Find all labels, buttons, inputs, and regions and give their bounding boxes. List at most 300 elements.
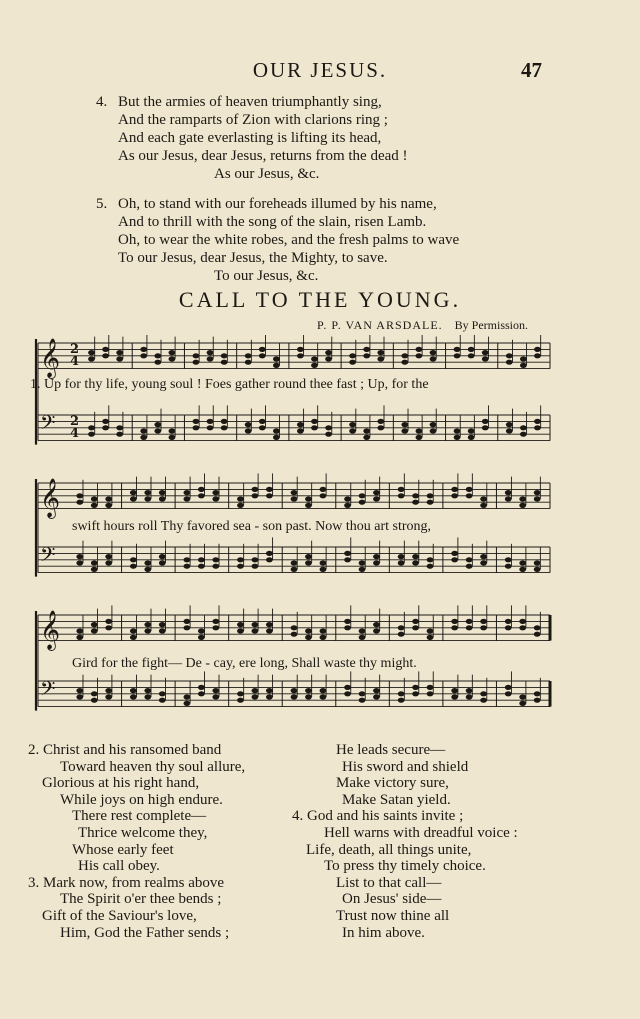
note-head <box>291 694 298 699</box>
note-head <box>344 691 351 696</box>
note-head <box>363 353 370 358</box>
verse-line <box>96 195 556 213</box>
note-head <box>519 619 526 624</box>
note-head <box>401 360 408 365</box>
note-head <box>305 554 312 559</box>
note-head <box>377 425 384 430</box>
note-head <box>398 487 405 492</box>
note-head <box>505 691 512 696</box>
note-head <box>373 490 380 495</box>
note-head <box>451 487 458 492</box>
note-head <box>519 503 526 508</box>
note-head <box>169 435 176 440</box>
note-head <box>359 567 366 572</box>
verse-line: As our Jesus, dear Jesus, returns from the dead ! <box>118 148 408 164</box>
note-head <box>398 560 405 565</box>
note-head <box>237 564 244 569</box>
time-signature-top: 2 <box>70 414 80 429</box>
note-head <box>237 503 244 508</box>
note-head <box>359 698 366 703</box>
note-head <box>266 622 273 627</box>
note-head <box>454 353 461 358</box>
note-head <box>506 360 513 365</box>
note-head <box>519 694 526 699</box>
stanza-line: Him, God the Father sends ; <box>60 924 230 941</box>
stanza-line: Make Satan yield. <box>342 791 451 808</box>
note-head <box>412 685 419 690</box>
note-head <box>183 557 190 562</box>
note-head <box>320 628 327 633</box>
note-head <box>520 425 527 430</box>
note-head <box>291 632 298 637</box>
note-head <box>505 685 512 690</box>
note-head <box>88 432 95 437</box>
note-head <box>130 564 137 569</box>
note-head <box>373 694 380 699</box>
note-head <box>144 694 151 699</box>
note-head <box>427 635 434 640</box>
note-head <box>320 560 327 565</box>
bass-clef: 𝄢 <box>40 543 56 571</box>
stanza-line: Hell warns with dreadful voice : <box>324 824 518 841</box>
note-head <box>359 500 366 505</box>
note-head <box>534 698 541 703</box>
note-head <box>183 564 190 569</box>
note-head <box>482 350 489 355</box>
note-head <box>207 425 214 430</box>
note-head <box>291 496 298 501</box>
note-head <box>320 567 327 572</box>
note-head <box>159 691 166 696</box>
refrain-line: To our Jesus, &c. <box>214 268 319 284</box>
note-head <box>198 628 205 633</box>
note-head <box>273 428 280 433</box>
note-head <box>198 691 205 696</box>
note-head <box>482 425 489 430</box>
note-head <box>506 422 513 427</box>
note-head <box>266 487 273 492</box>
stanza-line: Thrice welcome they, <box>78 824 208 841</box>
note-head <box>427 500 434 505</box>
note-head <box>468 428 475 433</box>
bass-clef: 𝄢 <box>40 411 56 439</box>
note-head <box>412 560 419 565</box>
note-head <box>520 356 527 361</box>
note-head <box>76 493 83 498</box>
note-head <box>237 622 244 627</box>
verse-line: And each gate everlasting is lifting its head, <box>118 130 382 146</box>
note-head <box>398 625 405 630</box>
note-head <box>398 632 405 637</box>
note-head <box>480 554 487 559</box>
note-head <box>401 353 408 358</box>
note-head <box>266 557 273 562</box>
note-head <box>451 551 458 556</box>
note-head <box>468 435 475 440</box>
note-head <box>193 360 200 365</box>
note-head <box>169 350 176 355</box>
note-head <box>505 564 512 569</box>
note-head <box>305 560 312 565</box>
note-head <box>454 435 461 440</box>
verse-line: And the ramparts of Zion with clarions ring ; <box>118 112 388 128</box>
note-head <box>451 619 458 624</box>
permission-note: By Permission. <box>454 318 528 332</box>
note-head <box>130 490 137 495</box>
note-head <box>212 625 219 630</box>
verse-line: To our Jesus, dear Jesus, the Mighty, to save. <box>118 250 388 266</box>
note-head <box>359 691 366 696</box>
stanza-line: On Jesus' side— <box>342 891 442 908</box>
note-head <box>311 419 318 424</box>
note-head <box>451 625 458 630</box>
note-head <box>534 353 541 358</box>
note-head <box>427 685 434 690</box>
stanza-line: List to that call— <box>336 874 442 891</box>
note-head <box>430 350 437 355</box>
note-head <box>116 432 123 437</box>
stanza-line: Whose early feet <box>72 841 174 858</box>
note-head <box>183 625 190 630</box>
note-head <box>505 557 512 562</box>
note-head <box>116 356 123 361</box>
note-head <box>212 694 219 699</box>
note-head <box>259 347 266 352</box>
note-head <box>373 554 380 559</box>
note-head <box>273 363 280 368</box>
note-head <box>237 557 244 562</box>
note-head <box>320 635 327 640</box>
note-head <box>144 628 151 633</box>
note-head <box>377 419 384 424</box>
note-head <box>159 554 166 559</box>
note-head <box>416 428 423 433</box>
stanza-5 <box>96 195 556 285</box>
stanza-number: 4. <box>96 94 108 110</box>
stanza-line: Trust now thine all <box>336 907 450 924</box>
note-head <box>183 619 190 624</box>
running-title: OUR JESUS. <box>252 58 388 82</box>
note-head <box>297 428 304 433</box>
note-head <box>207 419 214 424</box>
stanza-line: To press thy timely choice. <box>324 858 486 875</box>
note-head <box>91 496 98 501</box>
note-head <box>506 353 513 358</box>
note-head <box>159 698 166 703</box>
note-head <box>482 419 489 424</box>
time-signature-bottom: 4 <box>70 426 80 441</box>
note-head <box>534 425 541 430</box>
note-head <box>291 688 298 693</box>
note-head <box>273 356 280 361</box>
note-head <box>259 419 266 424</box>
note-head <box>140 347 147 352</box>
stanza-line: 2. Christ and his ransomed band <box>28 742 222 758</box>
note-head <box>266 694 273 699</box>
note-head <box>482 356 489 361</box>
note-head <box>466 625 473 630</box>
verse-line <box>96 93 556 111</box>
note-head <box>344 685 351 690</box>
note-head <box>266 493 273 498</box>
note-head <box>427 564 434 569</box>
note-head <box>252 493 259 498</box>
treble-clef: 𝄞 <box>40 610 61 650</box>
note-head <box>320 694 327 699</box>
note-head <box>130 635 137 640</box>
note-head <box>344 619 351 624</box>
note-head <box>237 698 244 703</box>
note-head <box>212 564 219 569</box>
stanza-line: He leads secure— <box>336 742 446 758</box>
note-head <box>144 560 151 565</box>
note-head <box>144 622 151 627</box>
stanza-line: His sword and shield <box>342 758 469 775</box>
note-head <box>373 560 380 565</box>
note-head <box>505 496 512 501</box>
note-head <box>193 425 200 430</box>
note-head <box>154 353 161 358</box>
note-head <box>245 428 252 433</box>
note-head <box>198 493 205 498</box>
note-head <box>76 635 83 640</box>
note-head <box>412 691 419 696</box>
note-head <box>520 363 527 368</box>
note-head <box>183 701 190 706</box>
note-head <box>480 698 487 703</box>
note-head <box>245 353 252 358</box>
note-head <box>377 350 384 355</box>
note-head <box>534 632 541 637</box>
note-head <box>105 554 112 559</box>
note-head <box>305 496 312 501</box>
note-head <box>305 635 312 640</box>
note-head <box>88 356 95 361</box>
note-head <box>245 360 252 365</box>
note-head <box>359 635 366 640</box>
stanza-line: The Spirit o'er thee bends ; <box>60 891 222 908</box>
note-head <box>325 350 332 355</box>
note-head <box>221 419 228 424</box>
note-head <box>105 496 112 501</box>
note-head <box>245 422 252 427</box>
note-head <box>377 356 384 361</box>
note-head <box>130 688 137 693</box>
note-head <box>76 560 83 565</box>
note-head <box>534 567 541 572</box>
note-head <box>102 419 109 424</box>
note-head <box>144 496 151 501</box>
note-head <box>102 425 109 430</box>
note-head <box>427 628 434 633</box>
note-head <box>320 688 327 693</box>
note-head <box>305 688 312 693</box>
stanza-line: Life, death, all things unite, <box>306 841 472 858</box>
note-head <box>412 554 419 559</box>
note-head <box>297 353 304 358</box>
note-head <box>468 353 475 358</box>
note-head <box>519 567 526 572</box>
note-head <box>237 628 244 633</box>
note-head <box>344 625 351 630</box>
note-head <box>401 422 408 427</box>
note-head <box>349 353 356 358</box>
stanza-number: 5. <box>96 196 108 212</box>
note-head <box>311 363 318 368</box>
page-header <box>0 58 640 84</box>
note-head <box>140 428 147 433</box>
note-head <box>466 694 473 699</box>
note-head <box>105 560 112 565</box>
note-head <box>91 560 98 565</box>
note-head <box>480 503 487 508</box>
note-head <box>130 557 137 562</box>
note-head <box>534 490 541 495</box>
note-head <box>534 560 541 565</box>
note-head <box>291 560 298 565</box>
note-head <box>427 493 434 498</box>
verse-line: And to thrill with the song of the slain, risen Lamb. <box>118 214 427 230</box>
note-head <box>207 356 214 361</box>
note-head <box>416 347 423 352</box>
stanza-line: Gift of the Saviour's love, <box>42 907 197 924</box>
note-head <box>480 619 487 624</box>
note-head <box>451 557 458 562</box>
note-head <box>273 435 280 440</box>
note-head <box>140 353 147 358</box>
note-head <box>311 356 318 361</box>
note-head <box>297 347 304 352</box>
note-head <box>252 564 259 569</box>
note-head <box>519 701 526 706</box>
note-head <box>349 422 356 427</box>
note-head <box>505 625 512 630</box>
note-head <box>198 685 205 690</box>
stanza-line: 4. God and his saints invite ; <box>292 808 464 825</box>
note-head <box>480 560 487 565</box>
note-head <box>359 560 366 565</box>
note-head <box>359 493 366 498</box>
note-head <box>221 360 228 365</box>
note-head <box>252 694 259 699</box>
note-head <box>144 490 151 495</box>
note-head <box>130 496 137 501</box>
note-head <box>183 694 190 699</box>
stanza-line: 3. Mark now, from realms above <box>28 874 225 891</box>
note-head <box>305 694 312 699</box>
bass-clef: 𝄢 <box>40 677 56 705</box>
note-head <box>480 691 487 696</box>
note-head <box>130 628 137 633</box>
note-head <box>183 490 190 495</box>
note-head <box>105 694 112 699</box>
note-head <box>451 688 458 693</box>
verse-text: Oh, to stand with our foreheads illumed by his name, <box>118 196 437 212</box>
note-head <box>183 496 190 501</box>
note-head <box>412 625 419 630</box>
note-head <box>305 503 312 508</box>
note-head <box>412 619 419 624</box>
note-head <box>140 435 147 440</box>
note-head <box>76 694 83 699</box>
time-signature-top: 2 <box>70 342 80 357</box>
note-head <box>91 503 98 508</box>
note-head <box>320 487 327 492</box>
note-head <box>252 688 259 693</box>
lyric-line-2: swift hours roll Thy favored sea - son past. Now thou art strong, <box>72 519 432 534</box>
stanzas-left-column <box>28 742 328 941</box>
attribution <box>317 318 528 333</box>
note-head <box>412 493 419 498</box>
note-head <box>159 490 166 495</box>
note-head <box>416 353 423 358</box>
note-head <box>291 490 298 495</box>
note-head <box>359 628 366 633</box>
note-head <box>325 425 332 430</box>
note-head <box>297 422 304 427</box>
stanza-line: There rest complete— <box>72 808 207 825</box>
note-head <box>198 487 205 492</box>
note-head <box>207 350 214 355</box>
note-head <box>466 487 473 492</box>
note-head <box>505 490 512 495</box>
note-head <box>266 688 273 693</box>
note-head <box>320 493 327 498</box>
note-head <box>91 628 98 633</box>
refrain-line: As our Jesus, &c. <box>214 166 320 182</box>
time-signature-bottom: 4 <box>70 354 80 369</box>
note-head <box>325 432 332 437</box>
note-head <box>325 356 332 361</box>
note-head <box>373 622 380 627</box>
note-head <box>468 347 475 352</box>
note-head <box>154 360 161 365</box>
note-head <box>291 567 298 572</box>
note-head <box>451 493 458 498</box>
note-head <box>344 557 351 562</box>
note-head <box>212 490 219 495</box>
note-head <box>198 564 205 569</box>
note-head <box>505 619 512 624</box>
note-head <box>259 353 266 358</box>
continuation-verses <box>96 93 556 297</box>
note-head <box>252 557 259 562</box>
note-head <box>105 503 112 508</box>
note-head <box>534 496 541 501</box>
note-head <box>252 628 259 633</box>
note-head <box>305 628 312 633</box>
note-head <box>430 422 437 427</box>
note-head <box>291 625 298 630</box>
lyric-line-1: 1. Up for thy life, young soul ! Foes gather round thee fast ; Up, for the <box>30 377 429 392</box>
note-head <box>212 688 219 693</box>
note-head <box>430 356 437 361</box>
note-head <box>252 487 259 492</box>
note-head <box>344 503 351 508</box>
note-head <box>373 496 380 501</box>
stanza-line: Toward heaven thy soul allure, <box>60 758 246 775</box>
note-head <box>398 493 405 498</box>
note-head <box>193 353 200 358</box>
note-head <box>427 557 434 562</box>
lyric-line-3: Gird for the fight— De - cay, ere long, Shall waste thy might. <box>72 656 417 671</box>
note-head <box>105 625 112 630</box>
treble-clef: 𝄞 <box>40 478 61 518</box>
note-head <box>76 554 83 559</box>
note-head <box>159 622 166 627</box>
note-head <box>259 425 266 430</box>
note-head <box>363 347 370 352</box>
